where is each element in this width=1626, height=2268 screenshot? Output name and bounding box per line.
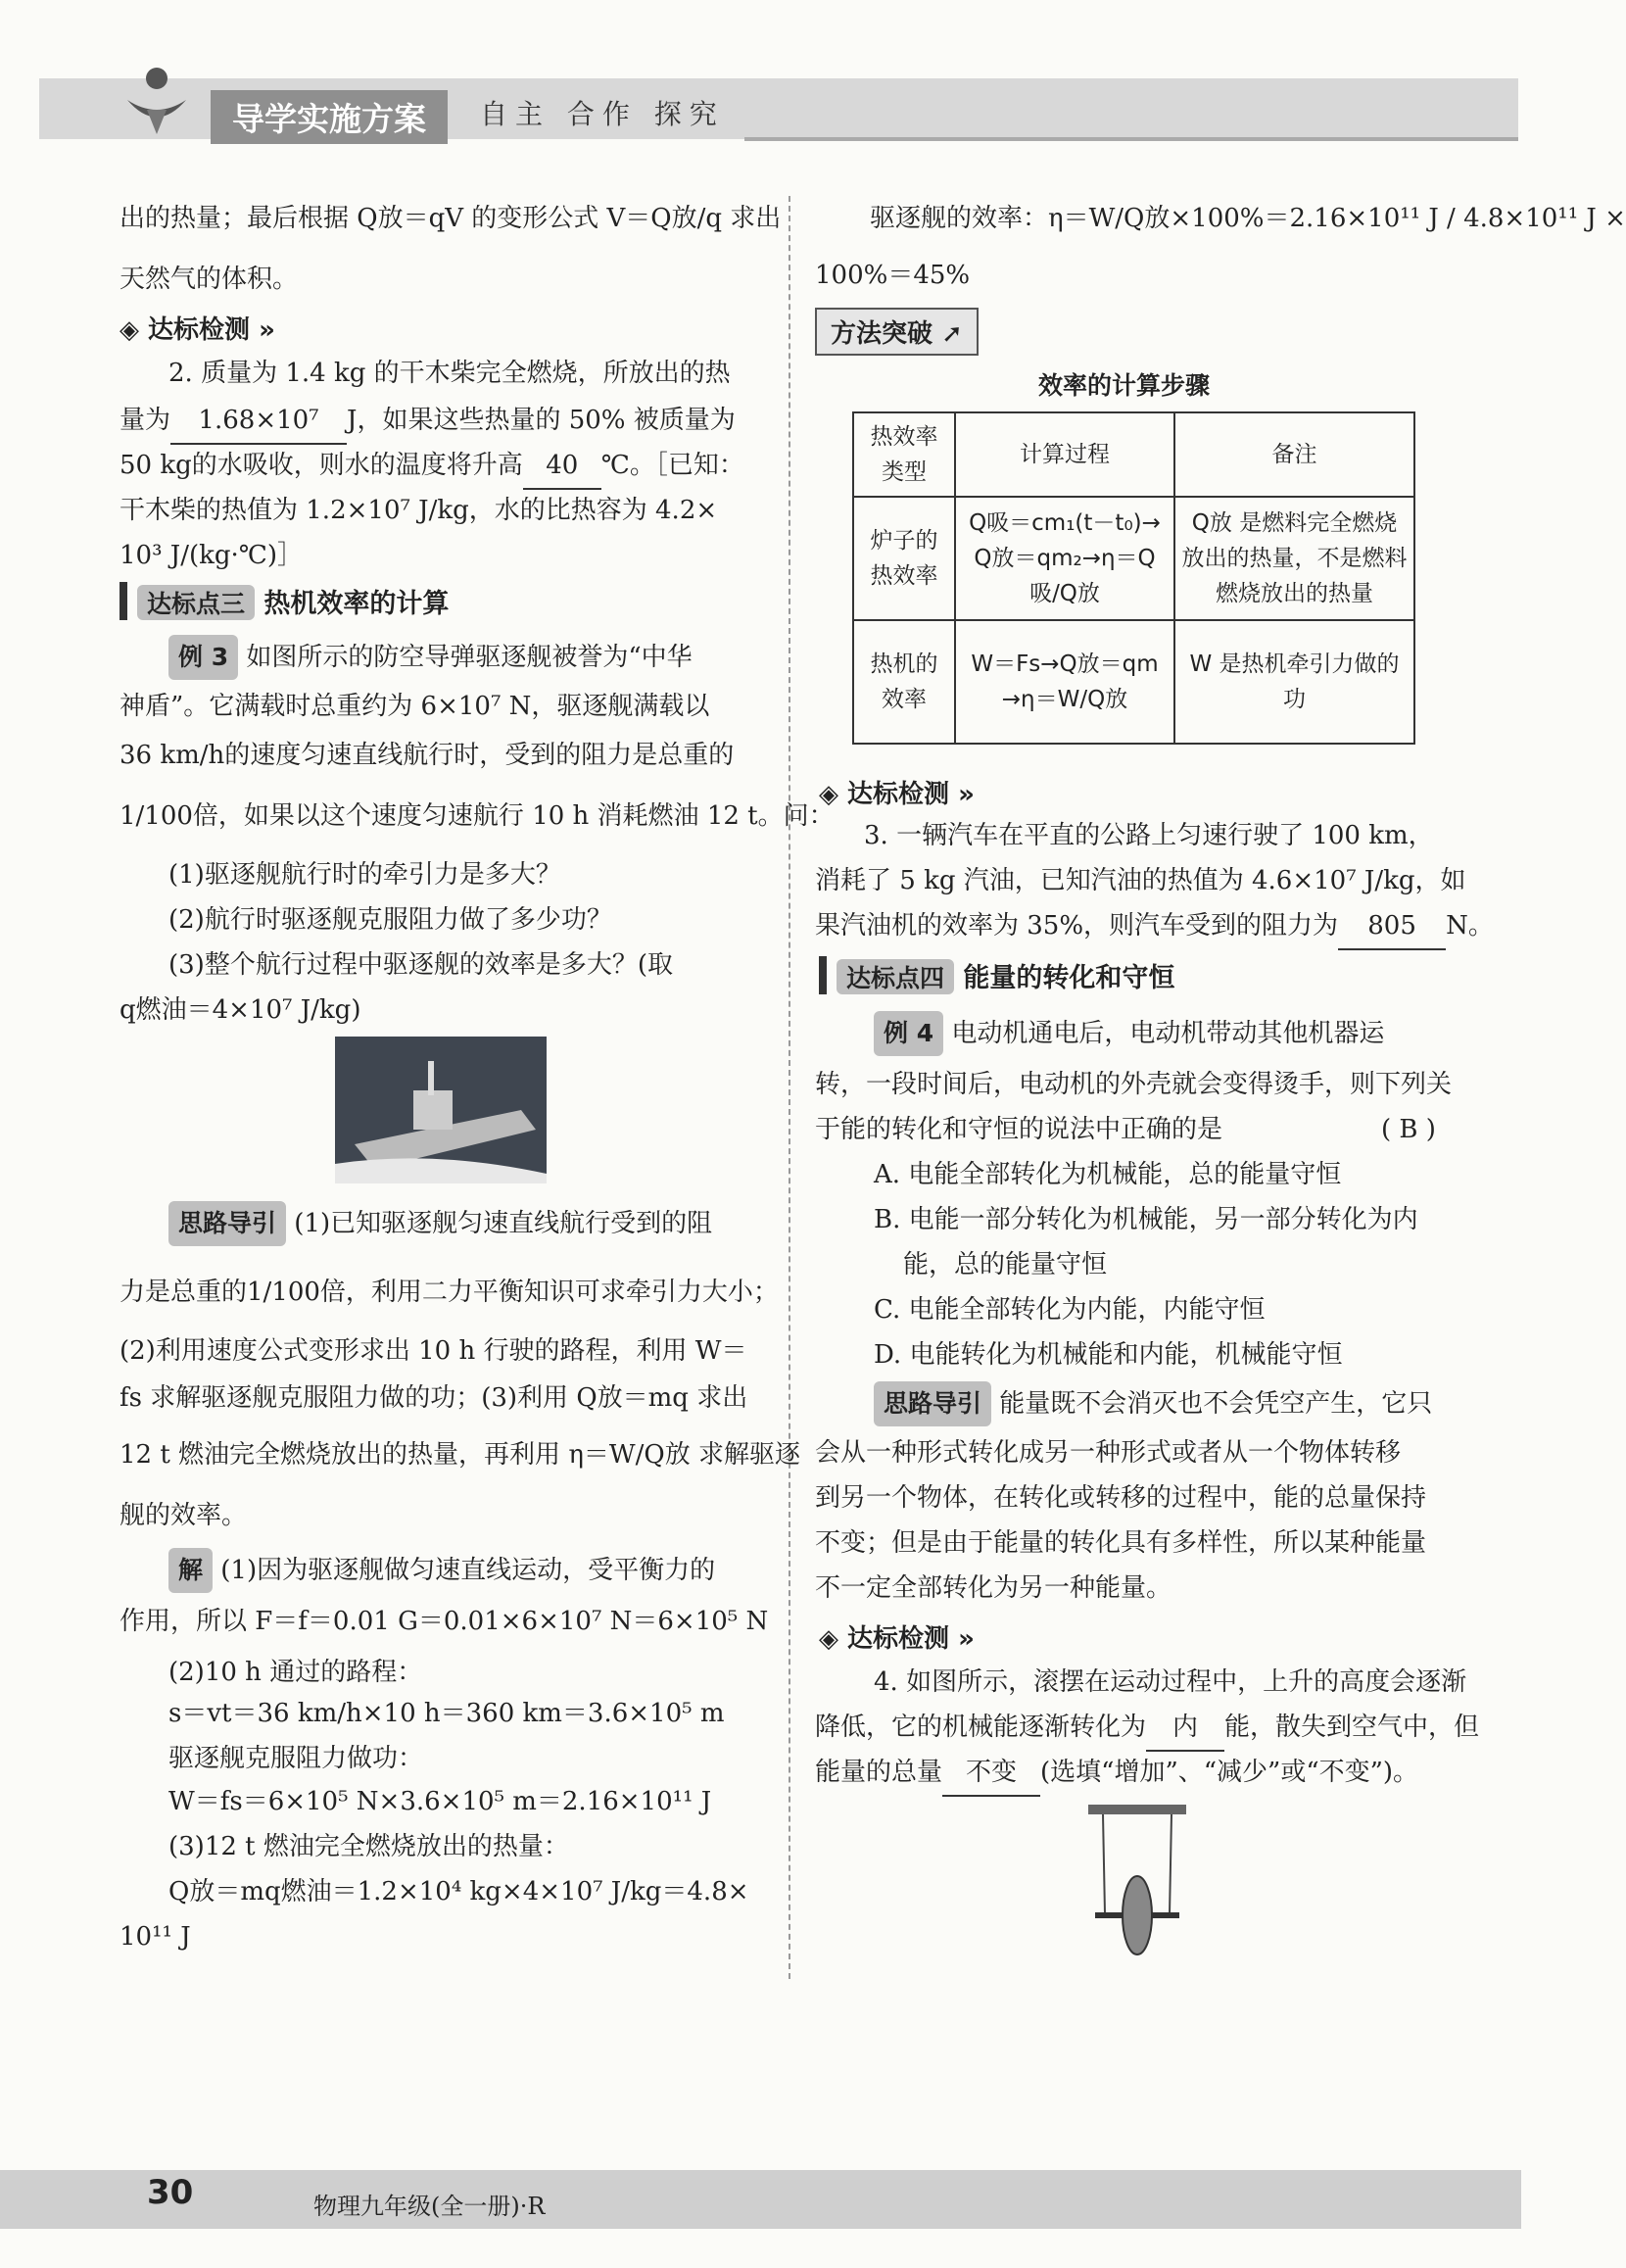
table-cell-type: 热机的效率 xyxy=(853,620,955,744)
efficiency-table xyxy=(852,411,1415,745)
calc-step: W＝Fs→Q放＝qm xyxy=(971,651,1159,677)
q2-line-5: 10³ J/(kg·℃)］ xyxy=(120,541,303,570)
table-title: 效率的计算步骤 xyxy=(1038,371,1211,400)
calc-step: Q放＝qm₂→η＝Q吸/Q放 xyxy=(974,546,1156,606)
guide2-line-4: 不变；但是由于能量的转化具有多样性，所以某种能量 xyxy=(815,1528,1427,1558)
book-title: 物理九年级(全一册)·R xyxy=(313,2193,546,2220)
example-4-line-2: 转，一段时间后，电动机的外壳就会变得烫手，则下列关 xyxy=(815,1070,1453,1099)
section-3-title: 热机效率的计算 xyxy=(263,589,450,619)
example-4-line-1 xyxy=(874,1011,1384,1056)
table-cell-type: 炉子的热效率 xyxy=(853,497,955,620)
section-3-badge: 达标点三 xyxy=(137,585,255,620)
example-3-question-1: (1)驱逐舰航行时的牵引力是多大？ xyxy=(168,860,561,890)
q2-line-1: 2. 质量为 1.4 kg 的干木柴完全燃烧，所放出的热 xyxy=(168,359,731,388)
section-4-badge: 达标点四 xyxy=(837,959,954,994)
table-cell-calc xyxy=(955,497,1174,620)
method-label-text: 方法突破 xyxy=(831,319,933,349)
option-b-line-2: 能，总的能量守恒 xyxy=(903,1250,1108,1279)
guide-line-5: 12 t 燃油完全燃烧放出的热量，再利用 η＝W/Q放 求解驱逐 xyxy=(120,1440,800,1470)
solution-text-1: (1)因为驱逐舰做匀速直线运动，受平衡力的 xyxy=(220,1556,716,1585)
solution-badge: 解 xyxy=(168,1548,213,1593)
solution-line-8: Q放＝mq燃油＝1.2×10⁴ kg×4×10⁷ J/kg＝4.8× xyxy=(168,1877,749,1906)
q4-l3b: (选填“增加”、“减少”或“不变”)。 xyxy=(1040,1758,1419,1787)
check-label-2-text: 达标检测 xyxy=(847,780,950,809)
check-label-2: ◈ 达标检测 » xyxy=(819,780,975,809)
guide2-text-1: 能量既不会消灭也不会凭空产生，它只 xyxy=(999,1389,1433,1419)
example-3-line-3: 36 km/h的速度匀速直线航行时，受到的阻力是总重的 xyxy=(120,741,735,770)
example-4-badge: 例 4 xyxy=(874,1011,943,1056)
q4-answer-2: 不变 xyxy=(942,1750,1040,1797)
calc-step: Q吸＝cm₁(t－t₀)→ xyxy=(969,510,1161,536)
option-a: A. 电能全部转化为机械能，总的能量守恒 xyxy=(874,1160,1342,1189)
table-header-cell: 备注 xyxy=(1174,412,1414,497)
guide-text-1: (1)已知驱逐舰匀速直线航行受到的阻 xyxy=(294,1209,713,1238)
option-c: C. 电能全部转化为内能，内能守恒 xyxy=(874,1295,1266,1325)
header-rule xyxy=(744,137,1518,141)
guide-badge: 思路导引 xyxy=(168,1201,286,1246)
guide2-line-3: 到另一个物体，在转化或转移的过程中，能的总量保持 xyxy=(815,1483,1427,1513)
table-cell-note: Q放 是燃料完全燃烧放出的热量，不是燃料燃烧放出的热量 xyxy=(1174,497,1414,620)
guide-line-1 xyxy=(168,1201,712,1246)
solution-line-7: (3)12 t 燃油完全燃烧放出的热量： xyxy=(168,1832,569,1861)
q2-l2b: J，如果这些热量的 50% 被质量为 xyxy=(347,406,736,435)
q3-line-3 xyxy=(815,903,1494,950)
solution-line-6: W＝fs＝6×10⁵ N×3.6×10⁵ m＝2.16×10¹¹ J xyxy=(168,1787,712,1816)
intro-line-2: 天然气的体积。 xyxy=(120,265,299,294)
solution-line-9: 10¹¹ J xyxy=(120,1922,191,1952)
check-label-1-text: 达标检测 xyxy=(148,315,251,345)
guide2-badge: 思路导引 xyxy=(874,1381,991,1426)
q2-l3a: 50 kg的水吸收，则水的温度将升高 xyxy=(120,451,523,480)
q3-l3b: N。 xyxy=(1446,911,1494,941)
table-cell-calc xyxy=(955,620,1174,744)
q4-l3a: 能量的总量 xyxy=(815,1758,943,1787)
q4-line-2 xyxy=(815,1705,1479,1752)
q3-line-2: 消耗了 5 kg 汽油，已知汽油的热值为 4.6×10⁷ J/kg，如 xyxy=(815,866,1466,895)
example-3-badge: 例 3 xyxy=(168,635,238,680)
footer-band xyxy=(0,2170,1521,2229)
example-3-question-2: (2)航行时驱逐舰克服阻力做了多少功？ xyxy=(168,905,612,935)
guide-line-3: (2)利用速度公式变形求出 10 h 行驶的路程，利用 W＝ xyxy=(120,1336,747,1366)
section-3-heading xyxy=(120,582,449,620)
q2-line-3 xyxy=(120,443,744,490)
q3-answer: 805 xyxy=(1338,903,1446,950)
option-d: D. 电能转化为机械能和内能，机械能守恒 xyxy=(874,1340,1343,1370)
q3-line-1: 3. 一辆汽车在平直的公路上匀速行驶了 100 km， xyxy=(864,821,1434,850)
table-cell-note: W 是热机牵引力做的功 xyxy=(1174,620,1414,744)
guide-line-4: fs 求解驱逐舰克服阻力做的功；(3)利用 Q放＝mq 求出 xyxy=(120,1383,748,1413)
q2-line-4: 干木柴的热值为 1.2×10⁷ J/kg，水的比热容为 4.2× xyxy=(120,496,718,525)
table-header-row xyxy=(853,412,1414,497)
example-3-question-3: (3)整个航行过程中驱逐舰的效率是多大？(取 xyxy=(168,950,673,980)
q4-answer-1: 内 xyxy=(1146,1705,1224,1752)
guide2-line-5: 不一定全部转化为另一种能量。 xyxy=(815,1573,1172,1603)
example-3-line-2: 神盾”。它满载时总重约为 6×10⁷ N，驱逐舰满载以 xyxy=(120,692,710,721)
table-header-cell: 计算过程 xyxy=(955,412,1174,497)
guide-line-6: 舰的效率。 xyxy=(120,1501,248,1530)
q2-answer-2: 40 xyxy=(523,443,601,490)
example-4-line-3: 于能的转化和守恒的说法中正确的是 xyxy=(815,1115,1223,1144)
logo-icon xyxy=(118,61,196,139)
example-3-text-1: 如图所示的防空导弹驱逐舰被誉为“中华 xyxy=(246,643,693,672)
column-divider xyxy=(789,196,790,1979)
intro-line-1: 出的热量；最后根据 Q放＝qV 的变形公式 V＝Q放/q 求出 xyxy=(120,204,782,233)
example-3-line-1 xyxy=(168,635,693,680)
example-4-text-1: 电动机通电后，电动机带动其他机器运 xyxy=(951,1019,1385,1048)
q2-answer-1: 1.68×10⁷ xyxy=(170,398,347,445)
table-row xyxy=(853,497,1414,620)
table-row xyxy=(853,620,1414,744)
solution-line-1 xyxy=(168,1548,715,1593)
q4-l2b: 能，散失到空气中，但 xyxy=(1224,1713,1480,1742)
header-tags: 自主 合作 探究 xyxy=(480,98,725,130)
solution-line-2: 作用，所以 F＝f＝0.01 G＝0.01×6×10⁷ N＝6×10⁵ N xyxy=(120,1607,769,1636)
header-title: 导学实施方案 xyxy=(211,90,448,144)
q4-l2a: 降低，它的机械能逐渐转化为 xyxy=(815,1713,1147,1742)
guide2-line-2: 会从一种形式转化成另一种形式或者从一个物体转移 xyxy=(815,1438,1402,1468)
method-label xyxy=(815,308,979,356)
example-3-question-3b: q燃油＝4×10⁷ J/kg) xyxy=(120,995,361,1025)
solution-line-5: 驱逐舰克服阻力做功： xyxy=(168,1744,424,1773)
table-header-cell: 热效率类型 xyxy=(853,412,955,497)
page-number: 30 xyxy=(147,2173,194,2212)
q2-l3b: ℃。［已知： xyxy=(600,451,744,480)
destroyer-image xyxy=(335,1037,547,1183)
calc-step: →η＝W/Q放 xyxy=(1001,687,1128,712)
guide-line-2: 力是总重的1/100倍，利用二力平衡知识可求牵引力大小； xyxy=(120,1278,779,1307)
option-b-line-1: B. 电能一部分转化为机械能，另一部分转化为内 xyxy=(874,1205,1418,1234)
solution-line-4: s＝vt＝36 km/h×10 h＝360 km＝3.6×10⁵ m xyxy=(168,1699,725,1728)
guide2-line-1 xyxy=(874,1381,1432,1426)
section-4-title: 能量的转化和守恒 xyxy=(963,963,1175,993)
example-3-line-4: 1/100倍，如果以这个速度匀速航行 10 h 消耗燃油 12 t。问： xyxy=(120,801,835,831)
arrow-icon: ➚ xyxy=(941,319,963,349)
efficiency-line-2: 100%＝45% xyxy=(815,261,971,290)
q4-line-1: 4. 如图所示，滚摆在运动过程中，上升的高度会逐渐 xyxy=(874,1667,1467,1697)
example-4-answer: ( B ) xyxy=(1381,1115,1436,1144)
efficiency-line-1: 驱逐舰的效率：η＝W/Q放×100%＝2.16×10¹¹ J / 4.8×10¹¹ J × xyxy=(870,204,1626,233)
q2-line-2 xyxy=(120,398,736,445)
check-label-3-text: 达标检测 xyxy=(847,1624,950,1654)
check-label-1: ◈ 达标检测 » xyxy=(120,315,275,345)
q2-l2a: 量为 xyxy=(120,406,171,435)
maxwell-wheel-figure xyxy=(1083,1805,1191,1961)
section-4-heading xyxy=(819,956,1174,994)
check-label-3: ◈ 达标检测 » xyxy=(819,1624,975,1654)
solution-line-3: (2)10 h 通过的路程： xyxy=(168,1658,423,1687)
q4-line-3 xyxy=(815,1750,1418,1797)
q3-l3a: 果汽油机的效率为 35%，则汽车受到的阻力为 xyxy=(815,911,1339,941)
